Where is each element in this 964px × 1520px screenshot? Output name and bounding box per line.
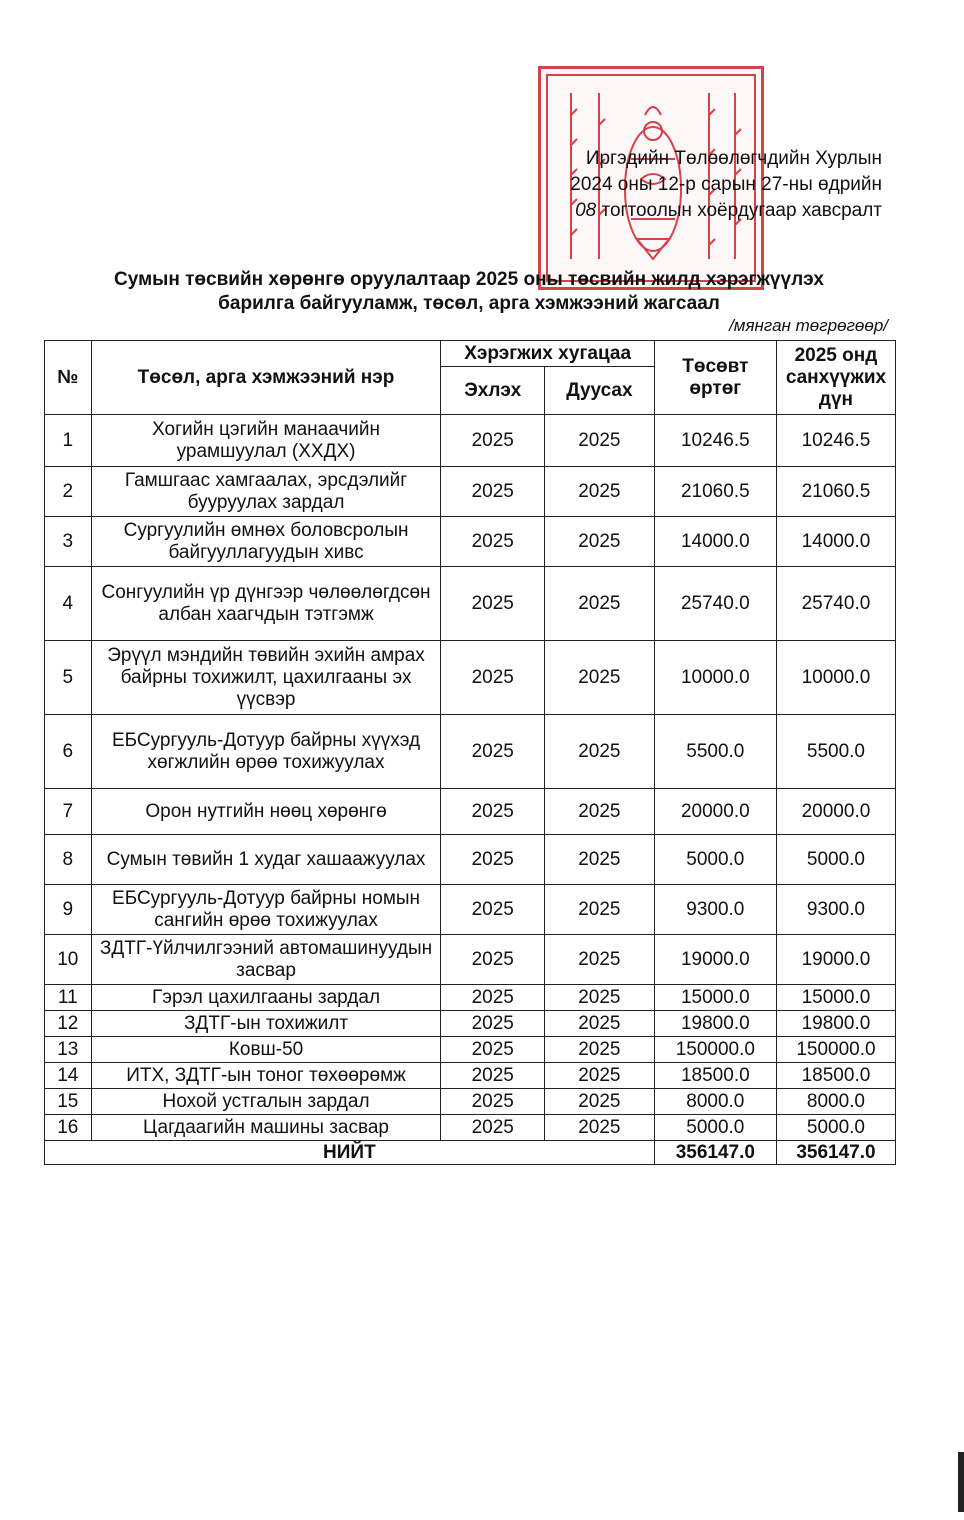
- cell-no: 4: [45, 567, 92, 641]
- cell-cost: 5500.0: [654, 715, 776, 789]
- table-row: [45, 789, 896, 835]
- cell-start: 2025: [441, 1089, 545, 1115]
- table-row: [45, 1011, 896, 1037]
- cell-name: Гамшгаас хамгаалах, эрсдэлийг бууруулах зардал: [91, 467, 441, 517]
- cell-start: 2025: [441, 415, 545, 467]
- column-header-no: №: [45, 341, 92, 415]
- cell-cost: 15000.0: [654, 985, 776, 1011]
- cell-funding: 21060.5: [776, 467, 895, 517]
- table-row: [45, 1089, 896, 1115]
- cell-funding: 10246.5: [776, 415, 895, 467]
- cell-start: 2025: [441, 1115, 545, 1141]
- annex-header-line-3-text: тогтоолын хоёрдугаар хавсралт: [601, 200, 882, 221]
- cell-start: 2025: [441, 517, 545, 567]
- cell-no: 14: [45, 1063, 92, 1089]
- cell-name: Ковш-50: [91, 1037, 441, 1063]
- table-row: [45, 641, 896, 715]
- cell-funding: 20000.0: [776, 789, 895, 835]
- cell-name: Гэрэл цахилгааны зардал: [91, 985, 441, 1011]
- cell-no: 13: [45, 1037, 92, 1063]
- cell-funding: 8000.0: [776, 1089, 895, 1115]
- annex-header-line-1: Иргэдийн Төлөөлөгчдийн Хурлын: [585, 148, 882, 169]
- cell-end: 2025: [545, 1063, 655, 1089]
- cell-funding: 9300.0: [776, 885, 895, 935]
- resolution-number: 08: [575, 200, 597, 221]
- column-header-cost: Төсөвт өртөг: [654, 341, 776, 415]
- cell-funding: 14000.0: [776, 517, 895, 567]
- cell-name: ЕБСургууль-Дотуур байрны хүүхэд хөгжлийн өрөө тохижуулах: [91, 715, 441, 789]
- cell-end: 2025: [545, 517, 655, 567]
- cell-funding: 18500.0: [776, 1063, 895, 1089]
- cell-cost: 21060.5: [654, 467, 776, 517]
- cell-start: 2025: [441, 985, 545, 1011]
- cell-funding: 19800.0: [776, 1011, 895, 1037]
- column-header-funding: 2025 онд санхүүжих дүн: [776, 341, 895, 415]
- cell-start: 2025: [441, 567, 545, 641]
- cell-cost: 25740.0: [654, 567, 776, 641]
- cell-end: 2025: [545, 1037, 655, 1063]
- table-row: [45, 1063, 896, 1089]
- table-row: [45, 467, 896, 517]
- cell-no: 5: [45, 641, 92, 715]
- cell-end: 2025: [545, 1115, 655, 1141]
- cell-start: 2025: [441, 835, 545, 885]
- total-label: НИЙТ: [45, 1141, 655, 1165]
- cell-funding: 150000.0: [776, 1037, 895, 1063]
- cell-name: ИТХ, ЗДТГ-ын тоног төхөөрөмж: [91, 1063, 441, 1089]
- cell-cost: 150000.0: [654, 1037, 776, 1063]
- table-row: [45, 415, 896, 467]
- cell-end: 2025: [545, 835, 655, 885]
- cell-end: 2025: [545, 985, 655, 1011]
- cell-no: 2: [45, 467, 92, 517]
- cell-cost: 20000.0: [654, 789, 776, 835]
- column-header-end: Дуусах: [545, 367, 655, 415]
- cell-start: 2025: [441, 641, 545, 715]
- cell-no: 7: [45, 789, 92, 835]
- cell-no: 6: [45, 715, 92, 789]
- cell-cost: 18500.0: [654, 1063, 776, 1089]
- cell-name: Цагдаагийн машины засвар: [91, 1115, 441, 1141]
- cell-start: 2025: [441, 1011, 545, 1037]
- total-funding: 356147.0: [776, 1141, 895, 1165]
- column-header-name: Төсөл, арга хэмжээний нэр: [91, 341, 441, 415]
- cell-end: 2025: [545, 467, 655, 517]
- cell-name: ЕБСургууль-Дотуур байрны номын сангийн өрөө тохижуулах: [91, 885, 441, 935]
- cell-end: 2025: [545, 935, 655, 985]
- table-row: [45, 567, 896, 641]
- table-row: [45, 1115, 896, 1141]
- cell-name: Эрүүл мэндийн төвийн эхийн амрах байрны тохижилт, цахилгааны эх үүсвэр: [91, 641, 441, 715]
- cell-end: 2025: [545, 789, 655, 835]
- cell-end: 2025: [545, 1089, 655, 1115]
- cell-name: Нохой устгалын зардал: [91, 1089, 441, 1115]
- cell-funding: 10000.0: [776, 641, 895, 715]
- cell-end: 2025: [545, 641, 655, 715]
- cell-cost: 14000.0: [654, 517, 776, 567]
- unit-label: /мянган төгрөгөөр/: [729, 316, 888, 335]
- document-title: [44, 268, 894, 316]
- cell-no: 11: [45, 985, 92, 1011]
- cell-name: Орон нутгийн нөөц хөрөнгө: [91, 789, 441, 835]
- cell-cost: 8000.0: [654, 1089, 776, 1115]
- cell-funding: 19000.0: [776, 935, 895, 985]
- page-edge-mark: [958, 1452, 964, 1512]
- cell-end: 2025: [545, 885, 655, 935]
- table-row: [45, 985, 896, 1011]
- annex-header: [570, 146, 882, 224]
- cell-start: 2025: [441, 715, 545, 789]
- cell-name: ЗДТГ-ын тохижилт: [91, 1011, 441, 1037]
- cell-funding: 15000.0: [776, 985, 895, 1011]
- table-row: [45, 517, 896, 567]
- cell-no: 3: [45, 517, 92, 567]
- cell-cost: 19800.0: [654, 1011, 776, 1037]
- cell-cost: 10000.0: [654, 641, 776, 715]
- cell-no: 8: [45, 835, 92, 885]
- cell-cost: 19000.0: [654, 935, 776, 985]
- cell-end: 2025: [545, 415, 655, 467]
- table-header-row: [45, 341, 896, 367]
- cell-no: 9: [45, 885, 92, 935]
- total-cost: 356147.0: [654, 1141, 776, 1165]
- cell-no: 15: [45, 1089, 92, 1115]
- cell-start: 2025: [441, 935, 545, 985]
- cell-end: 2025: [545, 1011, 655, 1037]
- cell-end: 2025: [545, 567, 655, 641]
- cell-funding: 5000.0: [776, 1115, 895, 1141]
- cell-no: 1: [45, 415, 92, 467]
- cell-name: Сонгуулийн үр дүнгээр чөлөөлөгдсөн албан хаагчдын тэтгэмж: [91, 567, 441, 641]
- column-header-period: Хэрэгжих хугацаа: [441, 341, 654, 367]
- cell-no: 16: [45, 1115, 92, 1141]
- table-row: [45, 715, 896, 789]
- cell-name: ЗДТГ-Үйлчилгээний автомашинуудын засвар: [91, 935, 441, 985]
- table-row: [45, 935, 896, 985]
- column-header-start: Эхлэх: [441, 367, 545, 415]
- cell-funding: 5500.0: [776, 715, 895, 789]
- cell-end: 2025: [545, 715, 655, 789]
- cell-name: Хогийн цэгийн манаачийн урамшуулал (ХХДХ): [91, 415, 441, 467]
- cell-no: 12: [45, 1011, 92, 1037]
- cell-name: Сургуулийн өмнөх боловсролын байгууллагуудын хивс: [91, 517, 441, 567]
- cell-name: Сумын төвийн 1 худаг хашаажуулах: [91, 835, 441, 885]
- document-title-line-1: Сумын төсвийн хөрөнгө оруулалтаар 2025 оны төсвийн жилд хэрэгжүүлэх: [114, 269, 824, 290]
- cell-funding: 5000.0: [776, 835, 895, 885]
- cell-start: 2025: [441, 467, 545, 517]
- cell-cost: 5000.0: [654, 835, 776, 885]
- annex-header-line-3: [570, 198, 882, 224]
- cell-start: 2025: [441, 789, 545, 835]
- cell-cost: 9300.0: [654, 885, 776, 935]
- table-row: [45, 885, 896, 935]
- annex-header-line-2: 2024 оны 12-р сарын 27-ны өдрийн: [570, 174, 882, 195]
- table-row: [45, 1037, 896, 1063]
- cell-funding: 25740.0: [776, 567, 895, 641]
- cell-cost: 10246.5: [654, 415, 776, 467]
- cell-start: 2025: [441, 1037, 545, 1063]
- cell-no: 10: [45, 935, 92, 985]
- cell-cost: 5000.0: [654, 1115, 776, 1141]
- table-row: [45, 835, 896, 885]
- cell-start: 2025: [441, 885, 545, 935]
- projects-table: [44, 340, 896, 1165]
- total-row: [45, 1141, 896, 1165]
- cell-start: 2025: [441, 1063, 545, 1089]
- document-title-line-2: барилга байгууламж, төсөл, арга хэмжээний жагсаал: [218, 293, 720, 314]
